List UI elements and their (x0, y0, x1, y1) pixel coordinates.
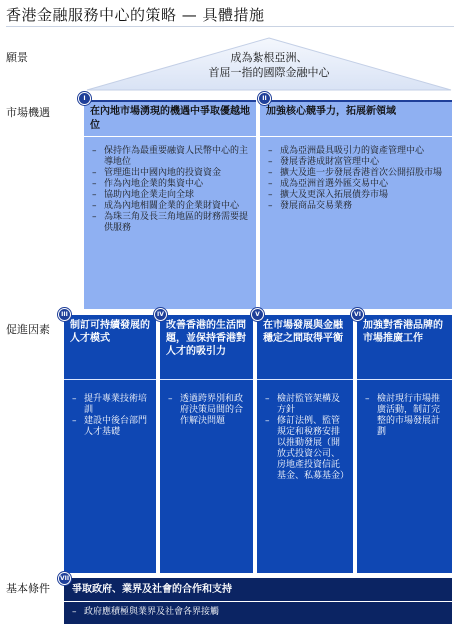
badge-7: VII (58, 572, 71, 585)
list-item: – 發展香港成財富管理中心 (268, 157, 446, 168)
list-item: – 修訂法例、監管規定和稅務安排以推動發展（開放式投資公司、房地產投資信託基金、私募基金） (265, 416, 348, 482)
list-item: – 發展商品交易業務 (268, 201, 446, 212)
list-item: – 成為亞洲首選外匯交易中心 (268, 179, 446, 190)
list-item: – 透過跨界別和政府決策局間的合作解決問題 (168, 394, 248, 427)
market-panel-1 (84, 100, 256, 309)
list-item: – 檢討現行市場推廣活動，制訂完整的市場發展計劃 (365, 394, 447, 438)
driver-panel-1-list (64, 380, 156, 438)
market-panel-2-list (260, 137, 452, 212)
driver-panel-1-heading: 制訂可持續發展的人才模式 (70, 320, 150, 344)
market-panel-1-list (84, 137, 256, 234)
row-label-drivers: 促進因素 (6, 323, 50, 336)
badge-3: III (58, 308, 71, 321)
list-item: – 作為內地企業的集資中心 (92, 179, 250, 190)
market-panel-2-heading: 加強核心競爭力，拓展新領域 (260, 102, 452, 137)
title-divider (6, 26, 454, 27)
row-label-market: 市場機遇 (6, 106, 50, 119)
driver-panel-2-heading: 改善香港的生活問題，並保持香港對人才的吸引力 (166, 320, 246, 357)
basic-conditions-heading: 爭取政府、業界及社會的合作和支持 (72, 584, 232, 595)
driver-panel-1 (64, 315, 156, 573)
list-item: – 協助內地企業走向全球 (92, 190, 250, 201)
list-item: – 擴大及更深入拓展債券市場 (268, 190, 446, 201)
driver-panel-4 (357, 315, 452, 573)
vision-line-2: 首屈一指的國際金融中心 (208, 66, 330, 79)
badge-6: VI (351, 308, 364, 321)
list-item: – 提升專業技術培訓 (72, 394, 151, 416)
list-item: – 成為內地相關企業的企業財資中心 (92, 201, 250, 212)
driver-panel-1-body (64, 379, 156, 438)
driver-panel-3-list (257, 380, 353, 482)
market-panel-1-heading: 在內地市場湧現的機遇中爭取優越地位 (84, 102, 256, 137)
list-item: – 檢討監管架構及方針 (265, 394, 348, 416)
badge-4: IV (154, 308, 167, 321)
row-label-vision: 願景 (6, 51, 28, 64)
badge-2: II (258, 92, 271, 105)
list-item: – 建設中後台部門人才基礎 (72, 416, 151, 438)
basic-conditions-panel (64, 578, 452, 624)
vision-line-1: 成為紮根亞洲、 (230, 51, 308, 64)
market-panel-2 (260, 100, 452, 309)
driver-panel-2-body (160, 379, 253, 427)
list-item: – 政府應積極與業界及社會各界接觸 (72, 607, 446, 618)
driver-panel-3-heading: 在市場發展與金融穩定之間取得平衡 (263, 320, 343, 344)
list-item: – 成為亞洲最具吸引力的資產管理中心 (268, 146, 446, 157)
vision-statement (85, 50, 453, 80)
driver-panel-4-list (357, 380, 452, 438)
list-item: – 擴大及進一步發展香港首次公開招股市場 (268, 168, 446, 179)
badge-1: I (78, 92, 91, 105)
driver-panel-4-body (357, 379, 452, 438)
list-item: – 為珠三角及長三角地區的財務需要提供服務 (92, 212, 250, 234)
basic-conditions-list (64, 602, 452, 618)
driver-panel-3 (257, 315, 353, 573)
driver-panel-2 (160, 315, 253, 573)
row-label-basic: 基本條件 (6, 582, 50, 595)
list-item: – 管理進出中國內地的投資資金 (92, 168, 250, 179)
driver-panel-3-body (257, 379, 353, 482)
badge-5: V (251, 308, 264, 321)
page-title: 香港金融服務中心的策略 — 具體措施 (6, 6, 265, 24)
driver-panel-4-heading: 加強對香港品牌的市場推廣工作 (363, 320, 443, 344)
driver-panel-2-list (160, 380, 253, 427)
list-item: – 保持作為最重要融資人民幣中心的主導地位 (92, 146, 250, 168)
